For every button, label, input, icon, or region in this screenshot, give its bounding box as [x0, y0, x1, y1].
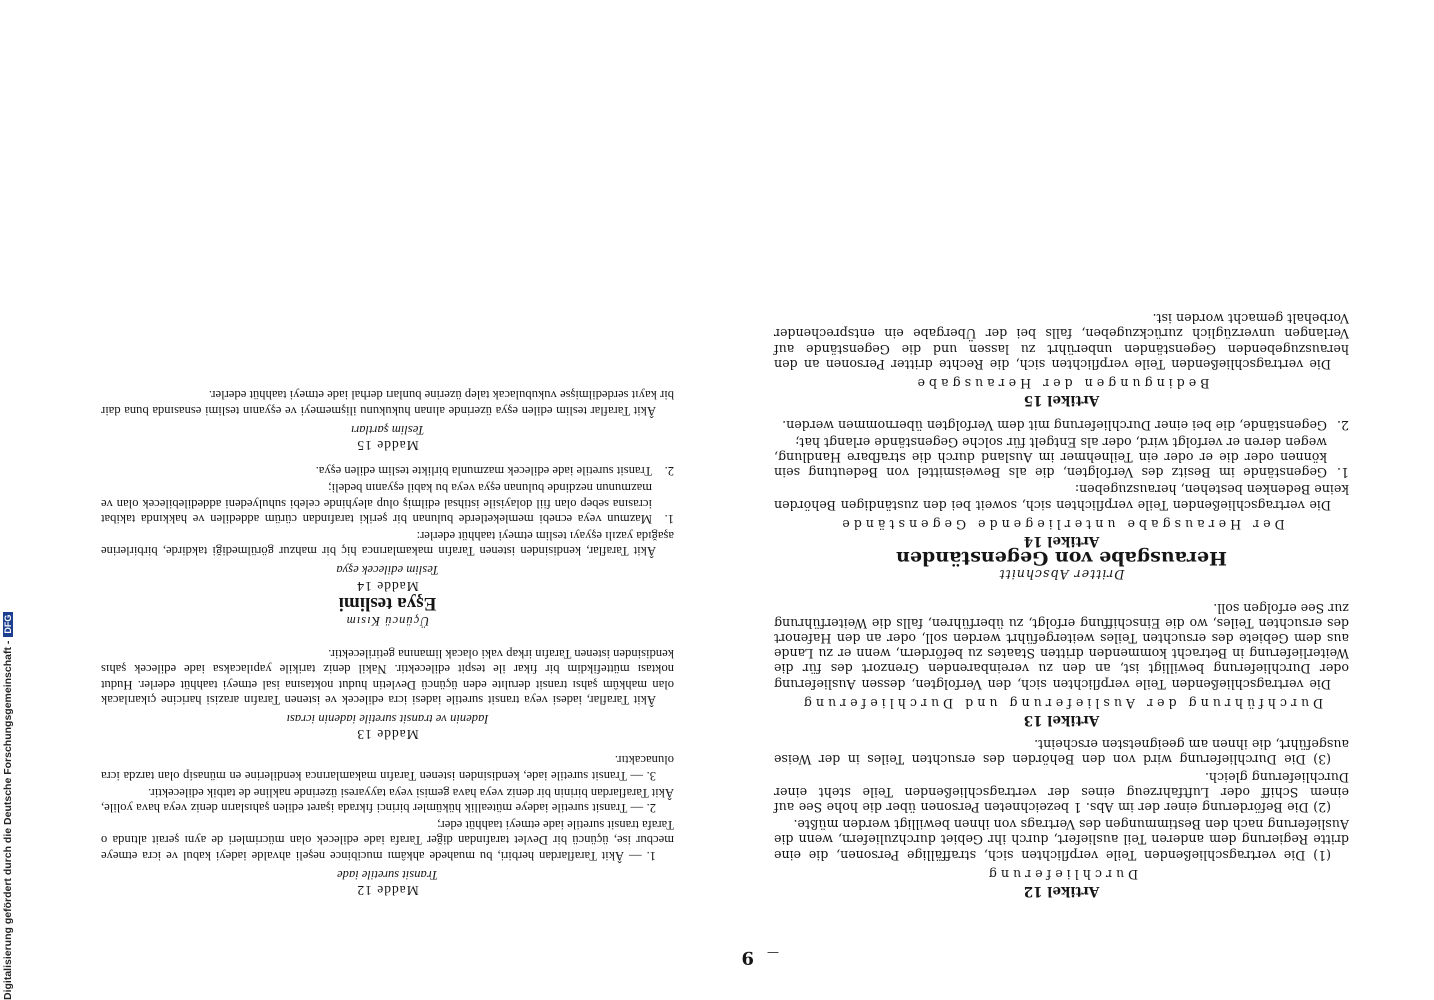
de-art12-subtitle: Durchlieferung — [984, 866, 1139, 882]
de-item2-number: 2. — [1336, 417, 1349, 433]
tr-art12-p3: 3. — Transit suretile iade, kendisinden istenen Tarafın makamlarınca kendilerine en münasip olan tarzda icra olunacaktır. — [101, 753, 674, 783]
tr-art14-item2 — [101, 463, 674, 478]
de-art12-p2: (2) Die Beförderung einer der im Abs. 1 bezeichneten Personen über die hohe See auf einem Schiff oder Luftfahrzeug eines der vertragschließenden Teile steht einer Durchlieferung gleich. — [774, 769, 1349, 815]
de-item1-number: 1. — [1336, 465, 1349, 481]
de-item2-text: Gegenstände, die bei einer Durchlieferung mit dem Verfolgten übernommen werden. — [782, 417, 1327, 433]
de-section-heading: Herausgabe von Gegenständen — [896, 547, 1227, 570]
tr-art12-p2: 2. — Transit suretile iadeye müteallik hükümler birinci fıkrada işaret edilen şahısların deniz veya hava yolile, Âkit Taraflardan birinin bir deniz veya hava gemisi veya tayyaresi üzerinde nakline de tatbik edilecektir. — [101, 785, 674, 815]
de-art14-item2 — [774, 417, 1349, 432]
tr-art12-subtitle: Transit suretile iade — [337, 867, 438, 882]
de-art13-title: Artikel 13 — [1023, 711, 1100, 728]
de-item1-text: Gegenstände im Besitz des Verfolgten, die als Beweismittel von Bedeutung sein können oder die er oder ein Teilnehmer im Ausland durch die strafbare Handlung, wegen deren er verfolgt wird, oder als Entgelt für solche Gegenstände erlangt hat; — [774, 434, 1327, 481]
de-art13-p1: Die vertragschließenden Teile verpflichten sich, den Verfolgten, dessen Auslieferung oder Durchlieferung bewilligt ist, an den zu vereinbarenden Grenzort des für die Weiterlieferung in Betracht kommenden dritten Staates zu befördern, wenn er zu Lande aus dem Gebiete des ersuchten Teiles weitergeführt werden soll, oder an den Hafenort des ersuchten Teiles, wo die Einschiffung erfolgt, zu überführen, falls die Weiterführung zur See erfolgen soll. — [774, 600, 1349, 692]
de-art12-p3: (3) Die Durchlieferung wird von den Behörden des ersuchten Teiles in der Weise ausgeführt, die ihnen am geeignetsten erscheint. — [774, 737, 1349, 768]
page-number: 9 — [741, 947, 754, 968]
de-art15-p1: Die vertragschließenden Teile verpflichten sich, die Rechte dritter Personen an den herauszugebenden Gegenständen unberührt zu lassen und die Gegenstände auf Verlangen unverzüglich zurückzugeben, falls bei der Übergabe ein entsprechender Vorbehalt gemacht worden ist. — [774, 311, 1349, 372]
de-art14-item1 — [774, 435, 1349, 481]
digitization-credit — [2, 605, 14, 1000]
de-art13-subtitle: Durchführung der Auslieferung und Durchlieferung — [799, 695, 1324, 711]
tr-art14-title: Madde 14 — [356, 578, 419, 594]
de-art15-subtitle: Bedingungen der Herausgabe — [913, 376, 1210, 392]
german-column — [774, 309, 1349, 900]
tr-art12-p1: 1. — Âkit Taraflardan herbiri, bu muahede ahkâmı mucibince neşeli ahvalde iadeyi kabul ve icra etmeye mecbur ise, üçüncü bir Devlet tarafından diğer Tarafa iade edilecek olan mücrimleri de aynı şerait altında o Tarafa transit suretile iade etmeyi taahhüt eder; — [101, 818, 674, 863]
tr-item1-number: 1. — [664, 511, 674, 526]
tr-art14-subtitle: Teslim edilecek eşya — [336, 563, 439, 578]
tr-art13-title: Madde 13 — [356, 727, 419, 743]
tr-art15-subtitle: Teslim şartları — [350, 422, 425, 437]
de-art12-p1: (1) Die vertragschließenden Teile verpflichten sich, straffällige Personen, die eine dritte Regierung dem anderen Teil ausliefert, durch ihr Gebiet durchzuliefern, wenn die Auslieferung nach den Bestimmungen des Vertrags von ihnen bewilligt werden müßte. — [774, 817, 1349, 863]
dfg-logo: DFG — [3, 612, 13, 637]
tr-art14-item1 — [101, 480, 674, 526]
tr-section-heading: Eşya teslimi — [338, 592, 437, 614]
tr-art15-title: Madde 15 — [356, 437, 419, 453]
de-art14-intro: Die vertragschließenden Teile verpflichten sich, soweit bei den zuständigen Behörden keine Bedenken bestehen, herauszugeben: — [774, 482, 1349, 513]
de-section-title: Dritter Abschnitt — [998, 567, 1125, 583]
tr-item1-text: Mazmun veya ecnebi memleketlerde bulunan bir şeriki tarafından cürüm addedilen ve hakkında takibat icrasına sebep olan fiil dolayisile istihsal edilmiş olup aleyhinde celebi suhulyedeni addedilebilecek olan ve mazmunun nezdinde bulunan eşya veya bu kabil eşyanın bedeli; — [101, 481, 652, 526]
tr-art14-intro: Âkit Taraflar, kendisinden istenen Tarafın makamlarınca hiç bir mahzur görülmediği takdirde, birbirlerine aşağıda yazılı eşyayı teslim etmeyi taahhüt ederler: — [101, 528, 674, 559]
page-dash: — — [767, 946, 779, 960]
de-art12-title: Artikel 12 — [1023, 883, 1100, 899]
tr-art15-p1: Âkit Taraflar teslim edilen eşya üzerinde alınan hukukunu ilişmemeyi ve eşyanın teslimi esnasında buna dair bir kayıt serdedilmişse vukubulacak talep üzerine bunları derhal iade etmeyi taahhüt ederler. — [101, 388, 674, 418]
tr-section-title: Üçüncü Kısım — [345, 613, 430, 628]
tr-art13-subtitle: Iadenin ve transit suretile iadenin icrası — [286, 711, 489, 726]
turkish-column — [101, 385, 674, 900]
tr-art12-title: Madde 12 — [356, 883, 419, 898]
tr-art13-p1: Âkit Taraflar, iadesi veya transit suretile iadesi icra edilecek ve istenen Tarafın arazisi haricine çıkarılacak olan mahkûm şahsı transit derulıte eden üçüncü Devletin hudut noktasına isal etmeyi taahhüt ederler. Hudut noktası müttefikdim bir fıkar ile tespit edilecektir. Nakil deniz tarikile yapılacaksa iade edilecek şahıs kendisinden istenen Tarafın irkap vaki olacak limanına getirilecektir. — [101, 647, 674, 707]
de-art14-subtitle: Der Herausgabe unterliegende Gegenstände — [838, 516, 1285, 532]
tr-item2-text: Transit suretile iade edilecek mazmunla birlikte teslim edilen eşya. — [315, 464, 652, 479]
de-art14-title: Artikel 14 — [1023, 532, 1100, 549]
tr-item2-number: 2. — [664, 464, 674, 479]
credit-text: Digitalisierung gefördert durch die Deutsche Forschungsgemeinschaft - — [2, 640, 14, 1000]
de-art15-title: Artikel 15 — [1023, 392, 1100, 409]
